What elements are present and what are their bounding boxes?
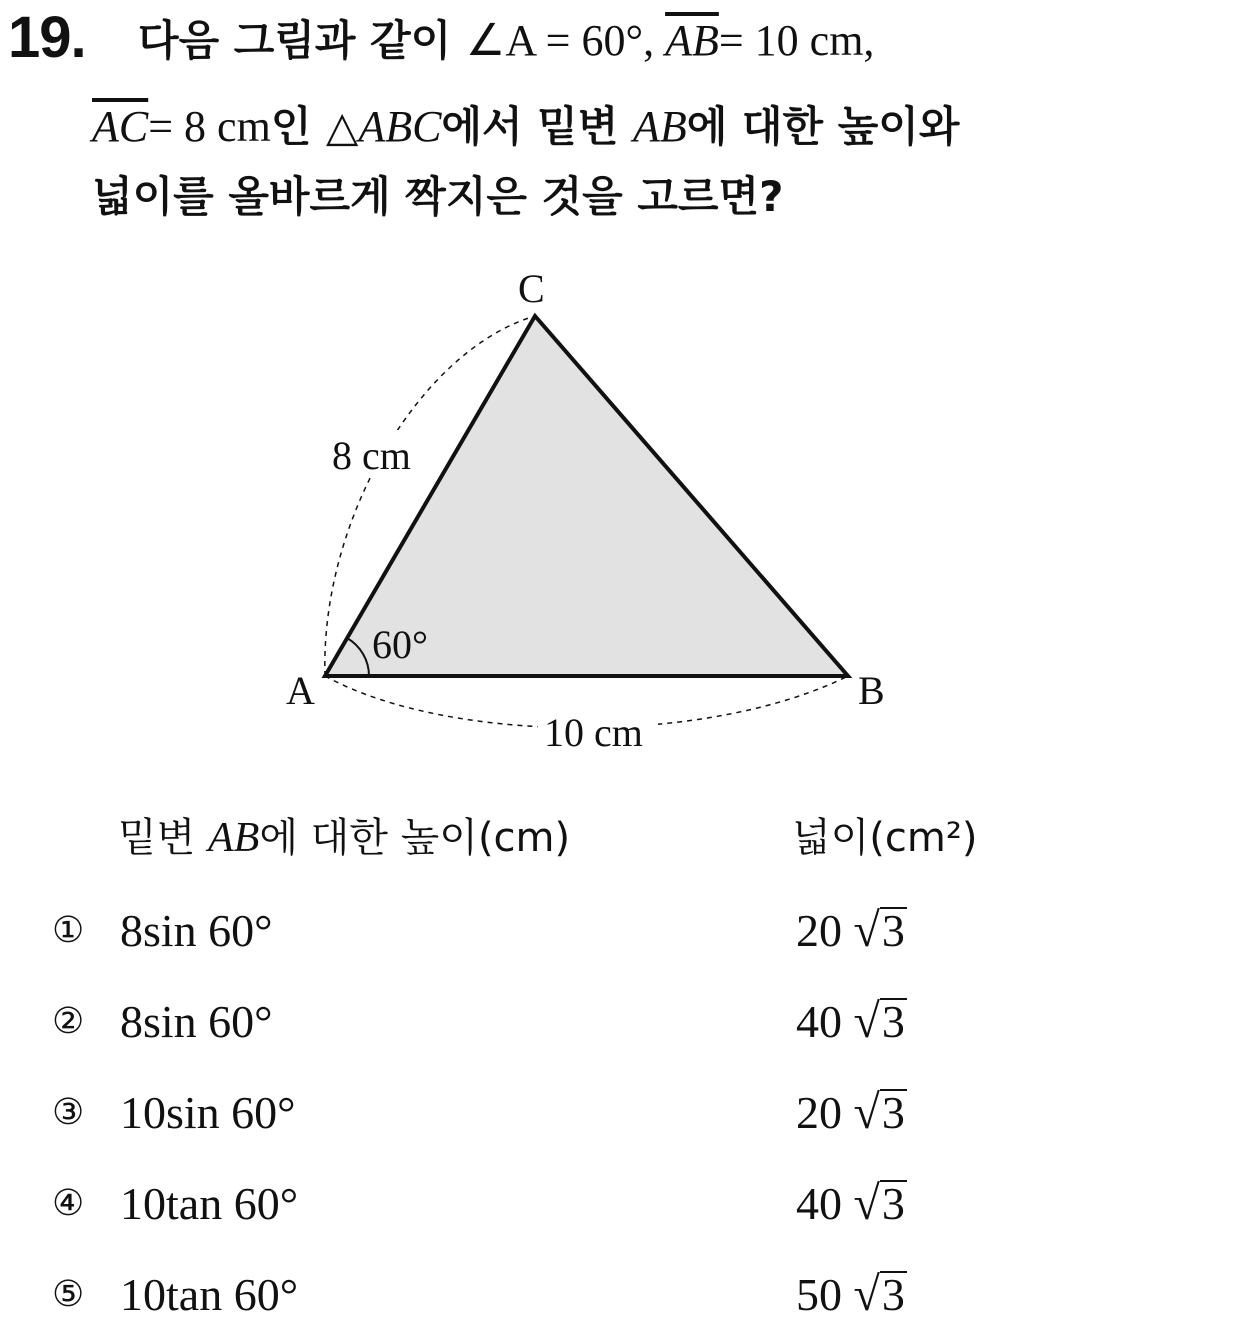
question-text: 에서 밑변 (441, 102, 619, 151)
option-3[interactable] (0, 1078, 1234, 1148)
question-number: 19. (8, 5, 86, 70)
vertex-c-label: C (518, 266, 545, 311)
base-name: AB (632, 102, 687, 151)
option-2[interactable] (0, 987, 1234, 1057)
option-area: 20 √3 (796, 904, 905, 957)
segment-ab-value: = 10 cm, (718, 16, 875, 65)
option-number: ④ (52, 1183, 85, 1224)
option-height: 10tan 60° (120, 1178, 299, 1229)
vertex-b-label: B (858, 668, 885, 713)
option-height: 10tan 60° (120, 1269, 299, 1320)
question-text: 다음 그림과 같이 (138, 16, 452, 65)
question-text: 에 대한 높이와 (686, 102, 960, 151)
header-area: 넓이(cm²) (792, 815, 978, 861)
option-number: ③ (52, 1092, 85, 1133)
segment-ac: $\overline{AC}$ (92, 102, 149, 151)
header-height-prefix: 밑변 (118, 815, 208, 861)
option-height: 8sin 60° (120, 905, 273, 956)
question-line-3: 넓이를 올바르게 짝지은 것을 고르면? (92, 172, 784, 221)
segment-ab: $\overline{AB}$ (665, 16, 719, 65)
option-height: 8sin 60° (120, 996, 273, 1047)
option-5[interactable] (0, 1260, 1234, 1330)
option-number: ① (52, 910, 85, 951)
triangle-name: ABC (358, 102, 442, 151)
question-text: 인 △ (270, 102, 359, 151)
option-area: 40 √3 (796, 1177, 905, 1230)
option-area: 40 √3 (796, 995, 905, 1048)
vertex-a-label: A (286, 668, 315, 713)
header-height-base: AB (208, 815, 260, 861)
option-4[interactable] (0, 1169, 1234, 1239)
option-area: 50 √3 (796, 1268, 905, 1321)
option-area: 20 √3 (796, 1086, 905, 1139)
option-1[interactable] (0, 896, 1234, 966)
angle-condition: ∠A = 60°, (465, 16, 666, 65)
header-height (118, 810, 570, 866)
option-height: 10sin 60° (120, 1087, 296, 1138)
option-number: ⑤ (52, 1274, 85, 1315)
side-ac-length: 8 cm (332, 433, 411, 478)
segment-ac-value: = 8 cm (148, 102, 271, 151)
angle-a-value: 60° (372, 622, 428, 667)
header-height-suffix: 에 대한 높이(cm) (259, 815, 571, 861)
side-ab-length: 10 cm (544, 710, 643, 755)
option-number: ② (52, 1001, 85, 1042)
